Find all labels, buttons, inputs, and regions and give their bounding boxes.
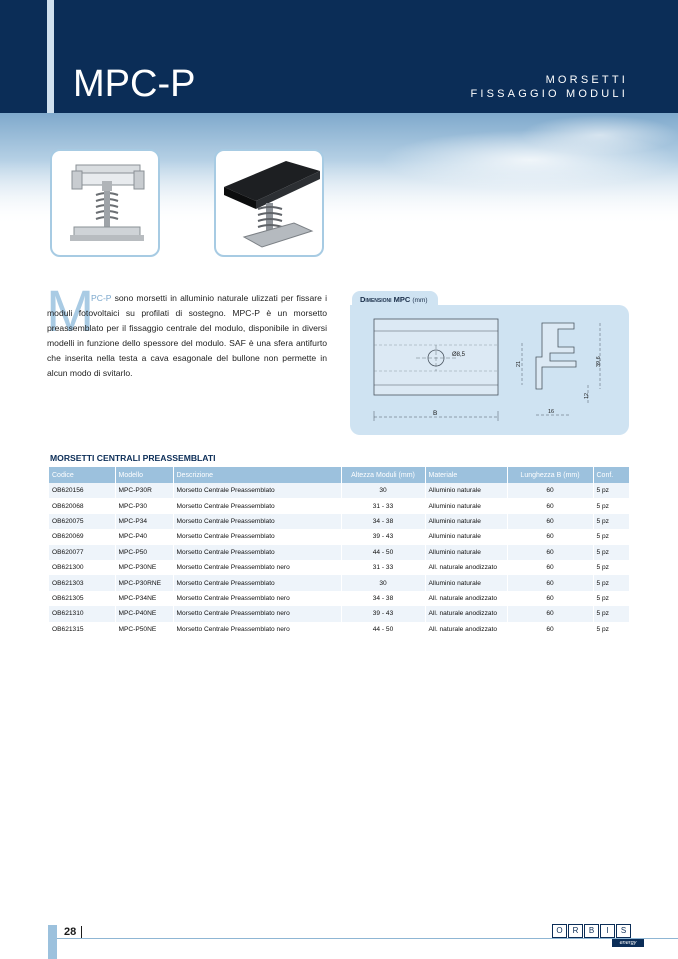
intro-brand: PC-P bbox=[91, 293, 112, 303]
cell-conf: 5 pz bbox=[593, 545, 629, 560]
cell-modello: MPC-P40 bbox=[115, 529, 173, 544]
cell-conf: 5 pz bbox=[593, 606, 629, 621]
drop-cap: M bbox=[46, 279, 95, 344]
height-21-label: 21 bbox=[516, 360, 522, 367]
page-title: MPC-P bbox=[73, 63, 196, 105]
logo-letter: I bbox=[600, 924, 615, 938]
header-accent-stripe bbox=[47, 0, 54, 113]
dimensions-panel bbox=[350, 305, 629, 435]
cell-modello: MPC-P34 bbox=[115, 514, 173, 529]
cell-codice: OB620069 bbox=[49, 529, 115, 544]
width-16-label: 16 bbox=[548, 409, 555, 415]
logo-letter: S bbox=[616, 924, 631, 938]
cell-modello: MPC-P30RNE bbox=[115, 575, 173, 590]
clamp-black-illustration bbox=[216, 151, 324, 257]
intro-text: sono morsetti in alluminio naturale ulizzati per fissare i moduli fotovoltaici su profilati di sostegno. MPC-P è un morsetto preassemblato per il fissaggio centrale del modulo, disponibile in diversi modelli in funzione dello spessore del modulo. SAF è una sfera antifurto che inserita nella testa a cava esagonale del bullone non permette in alcun modo di svitarlo. bbox=[47, 293, 327, 378]
col-header-codice: Codice bbox=[49, 467, 115, 483]
cell-conf: 5 pz bbox=[593, 529, 629, 544]
table-row bbox=[49, 622, 629, 637]
cell-lunghezza: 60 bbox=[507, 529, 593, 544]
height-39-6-label: 39,6 bbox=[596, 356, 602, 367]
cell-modello: MPC-P30NE bbox=[115, 560, 173, 575]
cloud-decoration bbox=[520, 115, 678, 155]
cell-conf: 5 pz bbox=[593, 483, 629, 498]
cell-conf: 5 pz bbox=[593, 622, 629, 637]
cell-lunghezza: 60 bbox=[507, 483, 593, 498]
table-row bbox=[49, 498, 629, 513]
logo-letter: O bbox=[552, 924, 567, 938]
cell-altezza: 39 - 43 bbox=[341, 529, 425, 544]
cell-descrizione: Morsetto Centrale Preassemblato bbox=[173, 498, 341, 513]
table-row bbox=[49, 529, 629, 544]
col-header-lunghezza: Lunghezza B (mm) bbox=[507, 467, 593, 483]
footer-rule bbox=[57, 938, 678, 939]
table-row bbox=[49, 483, 629, 498]
cell-descrizione: Morsetto Centrale Preassemblato bbox=[173, 575, 341, 590]
cell-codice: OB620075 bbox=[49, 514, 115, 529]
cell-materiale: All. naturale anodizzato bbox=[425, 591, 507, 606]
cell-modello: MPC-P40NE bbox=[115, 606, 173, 621]
cell-descrizione: Morsetto Centrale Preassemblato nero bbox=[173, 560, 341, 575]
col-header-descrizione: Descrizione bbox=[173, 467, 341, 483]
cell-materiale: Alluminio naturale bbox=[425, 514, 507, 529]
subtitle-line-2: FISSAGGIO MODULI bbox=[470, 88, 628, 100]
cell-materiale: All. naturale anodizzato bbox=[425, 606, 507, 621]
cell-descrizione: Morsetto Centrale Preassemblato nero bbox=[173, 606, 341, 621]
table-row bbox=[49, 545, 629, 560]
table-title: MORSETTI CENTRALI PREASSEMBLATI bbox=[50, 453, 216, 463]
dropcap-spacer bbox=[47, 293, 91, 301]
cell-descrizione: Morsetto Centrale Preassemblato nero bbox=[173, 591, 341, 606]
cell-materiale: Alluminio naturale bbox=[425, 529, 507, 544]
footer-accent-tab bbox=[48, 925, 57, 959]
hole-diameter-label: Ø8,5 bbox=[452, 352, 466, 358]
cell-lunghezza: 60 bbox=[507, 545, 593, 560]
cell-lunghezza: 60 bbox=[507, 560, 593, 575]
table-row bbox=[49, 560, 629, 575]
cell-conf: 5 pz bbox=[593, 575, 629, 590]
table-row bbox=[49, 606, 629, 621]
cell-descrizione: Morsetto Centrale Preassemblato bbox=[173, 514, 341, 529]
cell-conf: 5 pz bbox=[593, 498, 629, 513]
table-row bbox=[49, 591, 629, 606]
dimensions-title: Dimensioni MPC bbox=[360, 295, 411, 304]
col-header-modello: Modello bbox=[115, 467, 173, 483]
cell-codice: OB621305 bbox=[49, 591, 115, 606]
col-header-materiale: Materiale bbox=[425, 467, 507, 483]
cell-materiale: All. naturale anodizzato bbox=[425, 560, 507, 575]
product-photo-aluminium bbox=[50, 149, 160, 257]
cell-altezza: 31 - 33 bbox=[341, 498, 425, 513]
length-b-label: B bbox=[433, 410, 438, 417]
logo-letter: B bbox=[584, 924, 599, 938]
cell-materiale: All. naturale anodizzato bbox=[425, 622, 507, 637]
cell-codice: OB620077 bbox=[49, 545, 115, 560]
cell-descrizione: Morsetto Centrale Preassemblato bbox=[173, 483, 341, 498]
cell-lunghezza: 60 bbox=[507, 606, 593, 621]
cell-lunghezza: 60 bbox=[507, 591, 593, 606]
cell-codice: OB621300 bbox=[49, 560, 115, 575]
cell-codice: OB620156 bbox=[49, 483, 115, 498]
cell-descrizione: Morsetto Centrale Preassemblato nero bbox=[173, 622, 341, 637]
cell-lunghezza: 60 bbox=[507, 622, 593, 637]
cell-altezza: 44 - 50 bbox=[341, 545, 425, 560]
orbis-logo bbox=[552, 924, 632, 938]
cell-lunghezza: 60 bbox=[507, 514, 593, 529]
cell-modello: MPC-P50NE bbox=[115, 622, 173, 637]
cell-descrizione: Morsetto Centrale Preassemblato bbox=[173, 545, 341, 560]
logo-letter: R bbox=[568, 924, 583, 938]
product-photo-black bbox=[214, 149, 324, 257]
cell-conf: 5 pz bbox=[593, 560, 629, 575]
col-header-altezza: Altezza Moduli (mm) bbox=[341, 467, 425, 483]
cell-altezza: 30 bbox=[341, 575, 425, 590]
cell-descrizione: Morsetto Centrale Preassemblato bbox=[173, 529, 341, 544]
cell-materiale: Alluminio naturale bbox=[425, 483, 507, 498]
cell-codice: OB621315 bbox=[49, 622, 115, 637]
cell-modello: MPC-P30 bbox=[115, 498, 173, 513]
intro-paragraph bbox=[47, 291, 327, 381]
col-header-conf: Conf. bbox=[593, 467, 629, 483]
cell-codice: OB620068 bbox=[49, 498, 115, 513]
cell-lunghezza: 60 bbox=[507, 575, 593, 590]
clamp-aluminium-illustration bbox=[52, 151, 160, 257]
cell-altezza: 34 - 38 bbox=[341, 591, 425, 606]
cell-altezza: 30 bbox=[341, 483, 425, 498]
cell-codice: OB621310 bbox=[49, 606, 115, 621]
technical-drawing bbox=[350, 305, 629, 435]
cell-modello: MPC-P50 bbox=[115, 545, 173, 560]
cell-materiale: Alluminio naturale bbox=[425, 575, 507, 590]
subtitle-line-1: MORSETTI bbox=[545, 74, 628, 86]
cell-conf: 5 pz bbox=[593, 514, 629, 529]
table-row bbox=[49, 514, 629, 529]
cell-codice: OB621303 bbox=[49, 575, 115, 590]
table-header-row bbox=[49, 467, 629, 483]
page-number-divider bbox=[81, 926, 82, 938]
cell-altezza: 34 - 38 bbox=[341, 514, 425, 529]
cell-lunghezza: 60 bbox=[507, 498, 593, 513]
logo-energy-tag: energy bbox=[612, 939, 644, 947]
cell-conf: 5 pz bbox=[593, 591, 629, 606]
product-table bbox=[49, 467, 630, 637]
cell-modello: MPC-P34NE bbox=[115, 591, 173, 606]
table-row bbox=[49, 575, 629, 590]
page-subtitle bbox=[470, 73, 628, 101]
dimensions-unit: (mm) bbox=[412, 297, 428, 304]
page-number: 28 bbox=[64, 926, 77, 938]
cell-materiale: Alluminio naturale bbox=[425, 545, 507, 560]
cell-materiale: Alluminio naturale bbox=[425, 498, 507, 513]
cell-altezza: 39 - 43 bbox=[341, 606, 425, 621]
height-12-label: 12 bbox=[584, 392, 590, 399]
cell-altezza: 31 - 33 bbox=[341, 560, 425, 575]
cell-modello: MPC-P30R bbox=[115, 483, 173, 498]
cell-altezza: 44 - 50 bbox=[341, 622, 425, 637]
